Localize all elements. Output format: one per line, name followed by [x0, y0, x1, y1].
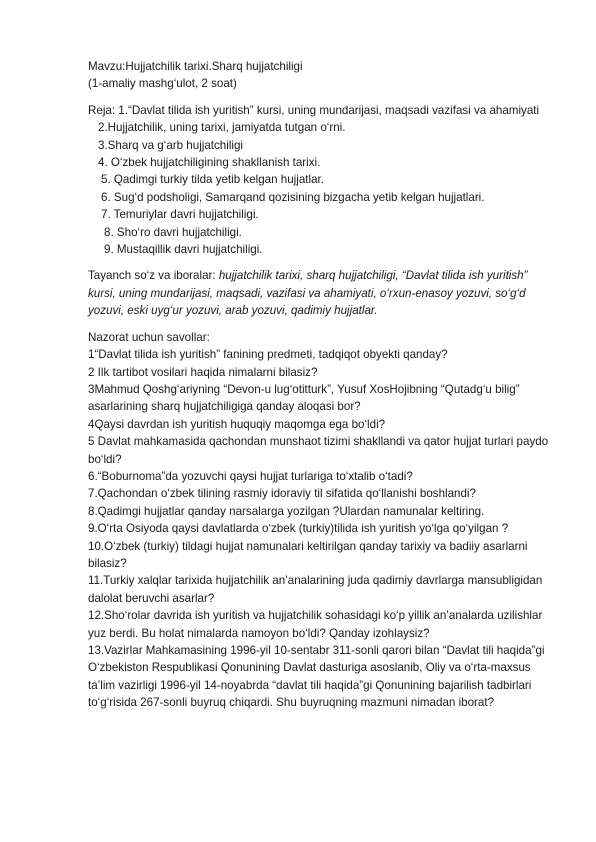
- plan-first-item: [88, 102, 558, 119]
- topic-title: Mavzu:Hujjatchilik tarixi.Sharq hujjatchiligi: [88, 60, 303, 73]
- question-item: 10.O‘zbek (turkiy) tildagi hujjat namunalari keltirilgan qanday tarixiy va badiiy asarlarni bilasiz?: [88, 539, 528, 570]
- questions-title: Nazorat uchun savollar:: [88, 330, 210, 344]
- question-item: 5 Davlat mahkamasida qachondan munshaot tizimi shakllandi va qator hujjat turlari paydo bo‘ldi?: [88, 435, 549, 466]
- question-item: 9.O‘rta Osiyoda qaysi davlatlarda o‘zbek (turkiy)tilida ish yuritish yo‘lga qo‘yilgan ?: [88, 522, 509, 536]
- keywords-label: Tayanch so‘z va iboralar:: [88, 269, 219, 283]
- plan-item: 6. Sug‘d podsholigi, Samarqand qozisining bizgacha yetib kelgan hujjatlari.: [101, 190, 485, 204]
- plan-item-1: 1.“Davlat tilida ish yuritish” kursi, uning mundarijasi, maqsadi vazifasi va ahamiyati: [115, 103, 540, 117]
- question-item: 1“Davlat tilida ish yuritish” fanining predmeti, tadqiqot obyekti qanday?: [88, 348, 448, 362]
- plan-item: 8. Sho‘ro davri hujjatchiligi.: [104, 225, 242, 239]
- question-item: 4Qaysi davrdan ish yuritish huquqiy maqomga ega bo‘ldi?: [88, 417, 386, 431]
- plan-item: 9. Mustaqillik davri hujjatchiligi.: [104, 243, 263, 257]
- keywords-paragraph: [88, 267, 558, 319]
- question-item: 2 Ilk tartibot vosilari haqida nimalarni bilasiz?: [88, 365, 318, 379]
- plan-item: 3.Sharq va g‘arb hujjatchiligi: [98, 138, 244, 152]
- plan-item: 7. Temuriylar davri hujjatchiligi.: [101, 208, 259, 222]
- plan-item: 4. O‘zbek hujjatchiligining shakllanish tarixi.: [98, 156, 321, 170]
- plan-item: 2.Hujjatchilik, uning tarixi, jamiyatda tutgan o‘rni.: [98, 121, 346, 135]
- lesson-subtitle: (1-amaliy mashg‘ulot, 2 soat): [88, 77, 237, 91]
- plan-label: Reja:: [88, 103, 116, 117]
- question-item: 3Mahmud Qoshg‘ariyning “Devon-u lug‘otitturk”, Yusuf XosHojibning “Qutadg‘u bilig” asarlarining sharq hujjatchiligiga qanday aloqasi bor?: [88, 382, 520, 414]
- keywords-text: hujjatchilik tarixi, sharq hujjatchiligi, “Davlat tilida ish yuritish” kursi, uning mundarijasi, maqsadi, vazifasi va ahamiyati, o‘rxun-enasoy yozuvi, so‘g‘d yozuvi, eski uyg‘ur yozuvi, arab yozuvi, qadimiy hujjatlar.: [88, 269, 528, 318]
- question-item: 7.Qachondan o‘zbek tilining rasmiy idoraviy til sifatida qo‘llanishi boshlandi?: [88, 487, 476, 501]
- plan-list: [88, 119, 558, 258]
- question-item: 12.Sho‘rolar davrida ish yuritish va hujjatchilik sohasidagi ko‘p yillik an’analarda uzilishlar yuz berdi. Bu holat nimalarda namoyon bo‘ldi? Qanday izohlaysiz?: [88, 609, 543, 640]
- question-item: 11.Turkiy xalqlar tarixida hujjatchilik an’analarining juda qadimiy davrlarga mansubligidan dalolat beruvchi asarlar?: [88, 574, 543, 605]
- question-item: 13.Vazirlar Mahkamasining 1996-yil 10-sentabr 311-sonli qarori bilan “Davlat tili haqida”gi O‘zbekiston Respublikasi Qonunining Davlat dasturiga asoslanib, Oliy va o‘rta-maxsus ta’lim vazirligi 1996-yil 14-noyabrda “davlat tili haqida”gi Qonunining bajarilish tadbirlari to‘g‘risida 267-sonli buyruq chiqardi. Shu buyruqning mazmuni nimadan iborat?: [88, 644, 545, 710]
- plan-item: 5. Qadimgi turkiy tilda yetib kelgan hujjatlar.: [101, 173, 324, 187]
- question-item: 6.“Boburnoma”da yozuvchi qaysi hujjat turlariga to‘xtalib o‘tadi?: [88, 469, 413, 483]
- document-content: [88, 58, 558, 712]
- question-item: 8.Qadimgi hujjatlar qanday narsalarga yozilgan ?Ulardan namunalar keltiring.: [88, 504, 485, 518]
